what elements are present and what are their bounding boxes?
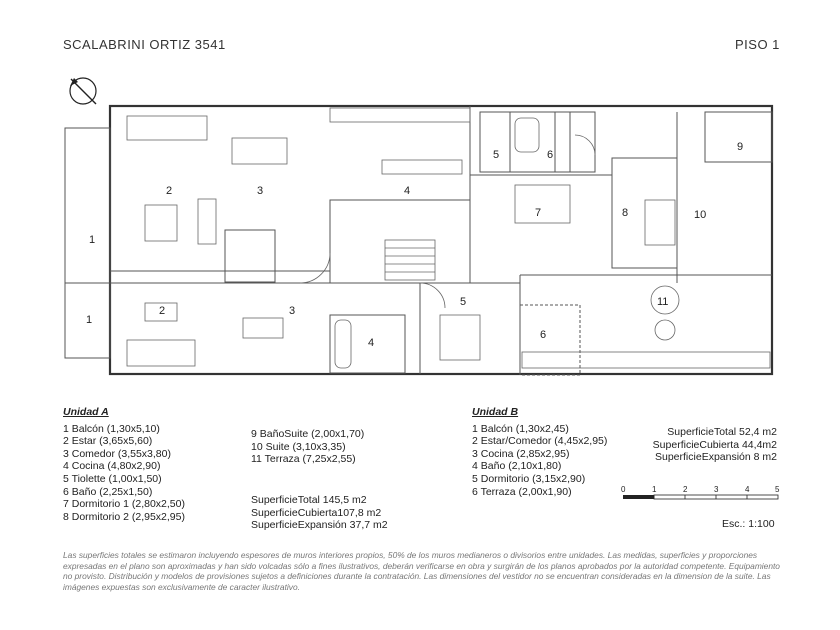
- room-number: 7: [535, 207, 542, 219]
- furniture: [127, 108, 770, 368]
- room-number: 10: [694, 209, 707, 221]
- unit-b-title: Unidad B: [472, 406, 519, 418]
- legend-item: 6 Terraza (2,00x1,90): [472, 485, 572, 498]
- legend-item: 1 Balcón (1,30x2,45): [472, 422, 569, 435]
- legend-item: 4 Cocina (4,80x2,90): [63, 460, 161, 473]
- scale-tick: 4: [745, 485, 750, 494]
- legend-item: 1 Balcón (1,30x5,10): [63, 422, 160, 435]
- area-total: SuperficieTotal 145,5 m2: [251, 494, 367, 506]
- room-number: 5: [460, 296, 467, 308]
- legend-item: 6 Baño (2,25x1,50): [63, 485, 153, 498]
- legend-item: 8 Dormitorio 2 (2,95x2,95): [63, 510, 185, 523]
- legend-item: 2 Estar (3,65x5,60): [63, 435, 153, 448]
- area-covered: SuperficieCubierta107,8 m2: [251, 506, 382, 519]
- room-number: 6: [547, 149, 554, 161]
- unit-a-legend-cont: [251, 428, 364, 466]
- unit-a-legend: [63, 406, 185, 523]
- scale-label: Esc.: 1:100: [722, 518, 775, 530]
- unit-a-title: Unidad A: [63, 406, 109, 418]
- room-number: 8: [622, 207, 629, 219]
- room-number: 3: [257, 185, 264, 197]
- room-number: 4: [368, 337, 375, 349]
- legend-item: 3 Cocina (2,85x2,95): [472, 447, 570, 460]
- scale-tick: 0: [621, 485, 626, 494]
- room-number: 1: [86, 314, 93, 326]
- legend-item: 10 Suite (3,10x3,35): [251, 440, 346, 453]
- scale-tick: 3: [714, 485, 719, 494]
- legend-item: 4 Baño (2,10x1,80): [472, 460, 562, 473]
- legend-item: 2 Estar/Comedor (4,45x2,95): [472, 435, 608, 448]
- unit-b-legend: [472, 406, 607, 498]
- room-number: 5: [493, 149, 500, 161]
- unit-b-totals: [620, 426, 777, 464]
- north-arrow-icon: [70, 78, 96, 104]
- legend-item: 5 Dormitorio (3,15x2,90): [472, 472, 586, 485]
- legend-item: 5 Tiolette (1,00x1,50): [63, 472, 162, 485]
- room-number: 9: [737, 141, 744, 153]
- scale-tick: 1: [652, 485, 657, 494]
- legend-item: 7 Dormitorio 1 (2,80x2,50): [63, 498, 185, 511]
- floor-label: PISO 1: [735, 37, 780, 52]
- area-expansion: SuperficieExpansión 8 m2: [655, 451, 777, 464]
- room-number: 1: [89, 234, 96, 246]
- legend-item: 3 Comedor (3,55x3,80): [63, 447, 171, 460]
- legend-item: 9 BañoSuite (2,00x1,70): [251, 428, 365, 440]
- room-number: 2: [166, 185, 173, 197]
- room-number: 3: [289, 305, 296, 317]
- room-number: 6: [540, 329, 547, 341]
- disclaimer-text: Las superficies totales se estimaron incluyendo espesores de muros interiores propios, 50% de los muros medianeros o divisorios entre unidades. Las medidas, superficies y proporciones expresadas en el plano son aproximadas y han sido volcadas sólo a fines ilustrativos, deberán verificarse en obra y surgirán de los planos aprobados por la autoridad competente. Equipamiento no provisto. Distribución y modelos de provisiones sujetos a definiciones durante la contratación. Las dimensiones del vestidor no se encuentran consideradas en la dimension de la suite. Las imágenes expuestas son exclusivamente de caracter ilustrativo.: [63, 550, 780, 592]
- unit-a-totals: [251, 494, 388, 532]
- area-expansion: SuperficieExpansión 37,7 m2: [251, 519, 388, 532]
- unit-b-room-numbers: [86, 296, 546, 349]
- area-total: SuperficieTotal 52,4 m2: [667, 426, 777, 438]
- scale-tick: 5: [775, 485, 780, 494]
- room-number: 4: [404, 185, 411, 197]
- project-title: SCALABRINI ORTIZ 3541: [63, 37, 226, 52]
- scale-tick: 2: [683, 485, 688, 494]
- exterior-walls: [110, 106, 772, 374]
- area-covered: SuperficieCubierta 44,4m2: [652, 438, 777, 451]
- interior-walls: [65, 106, 772, 375]
- graphic-scale: [615, 482, 785, 504]
- room-number: 2: [159, 305, 166, 317]
- room-number: 11: [657, 296, 669, 308]
- legend-item: 11 Terraza (7,25x2,55): [251, 453, 356, 466]
